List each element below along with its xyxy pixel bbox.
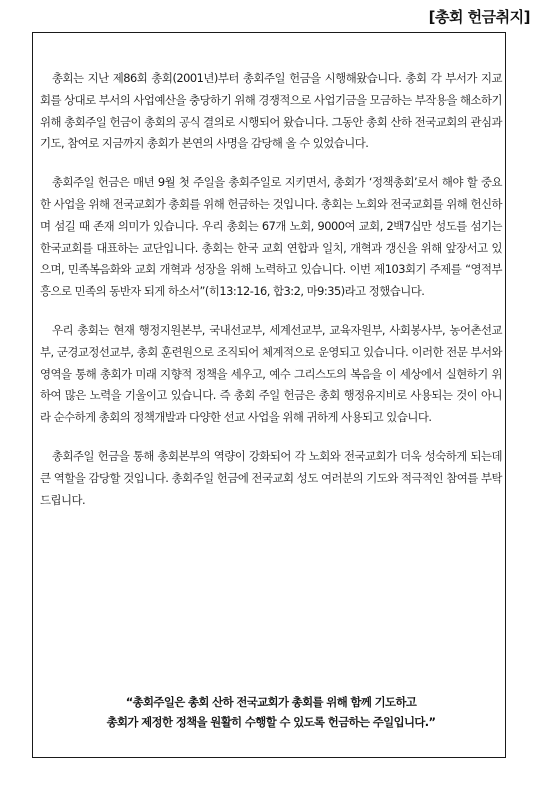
closing-line-2: 총회가 제정한 정책을 원활히 수행할 수 있도록 헌금하는 주일입니다.” <box>106 715 436 729</box>
closing-line-1: “총회주일은 총회 산하 전국교회가 총회를 위해 함께 기도하고 <box>125 695 417 709</box>
paragraph-3: 우리 총회는 현재 행정지원본부, 국내선교부, 세계선교부, 교육자원부, 사회봉사부, 농어촌선교부, 군경교정선교부, 총회 훈련원으로 조직되어 체계적으로 운영되고 있습니다. 이러한 전문 부서와 영역을 통해 총회가 미래 지향적 정책을 세우고, 예수 그리스도의 복음을 이 세상에서 실현하기 위하여 많은 노력을 기울이고 있습니다. 즉 총회 주일 헌금은 총회 행정유지비로 사용되는 것이 아니라 순수하게 총회의 정책개발과 다양한 선교 사업을 위해 귀하게 사용되고 있습니다. <box>40 322 502 425</box>
paragraph-2: 총회주일 헌금은 매년 9월 첫 주일을 총회주일로 지키면서, 총회가 ‘정책총회’로서 해야 할 중요한 사업을 위해 전국교회가 총회를 위해 헌금하는 것입니다. 총회는 노회와 전국교회를 위해 헌신하며 섬길 때 존재 의미가 있습니다. 우리 총회는 67개 노회, 9000여 교회, 2백7십만 성도를 섬기는 한국교회를 대표하는 교단입니다. 총회는 한국 교회 연합과 일치, 개혁과 갱신을 위해 앞장서고 있으며, 민족복음화와 교회 개혁과 성장을 위해 노력하고 있습니다. 이번 제103회기 주제를 “영적부흥으로 민족의 동반자 되게 하소서”(히13:12-16, 합3:2, 마9:35)라고 정했습니다. <box>40 175 502 299</box>
document-body <box>40 68 502 511</box>
closing-statement <box>40 692 502 732</box>
page-heading: [총회 헌금취지] <box>428 8 530 26</box>
paragraph-4: 총회주일 헌금을 통해 총회본부의 역량이 강화되어 각 노회와 전국교회가 더욱 성숙하게 되는데 큰 역할을 감당할 것입니다. 총회주일 헌금에 전국교회 성도 여러분의 기도와 적극적인 참여를 부탁드립니다. <box>40 448 502 507</box>
paragraph-1: 총회는 지난 제86회 총회(2001년)부터 총회주일 헌금을 시행해왔습니다. 총회 각 부서가 지교회를 상대로 부서의 사업예산을 충당하기 위해 경쟁적으로 사업기금을 모금하는 부작용을 해소하기 위해 총회주일 헌금이 총회의 공식 결의로 시행되어 왔습니다. 그동안 총회 산하 전국교회의 관심과 기도, 참여로 지금까지 총회가 본연의 사명을 감당해 올 수 있었습니다. <box>40 71 502 151</box>
